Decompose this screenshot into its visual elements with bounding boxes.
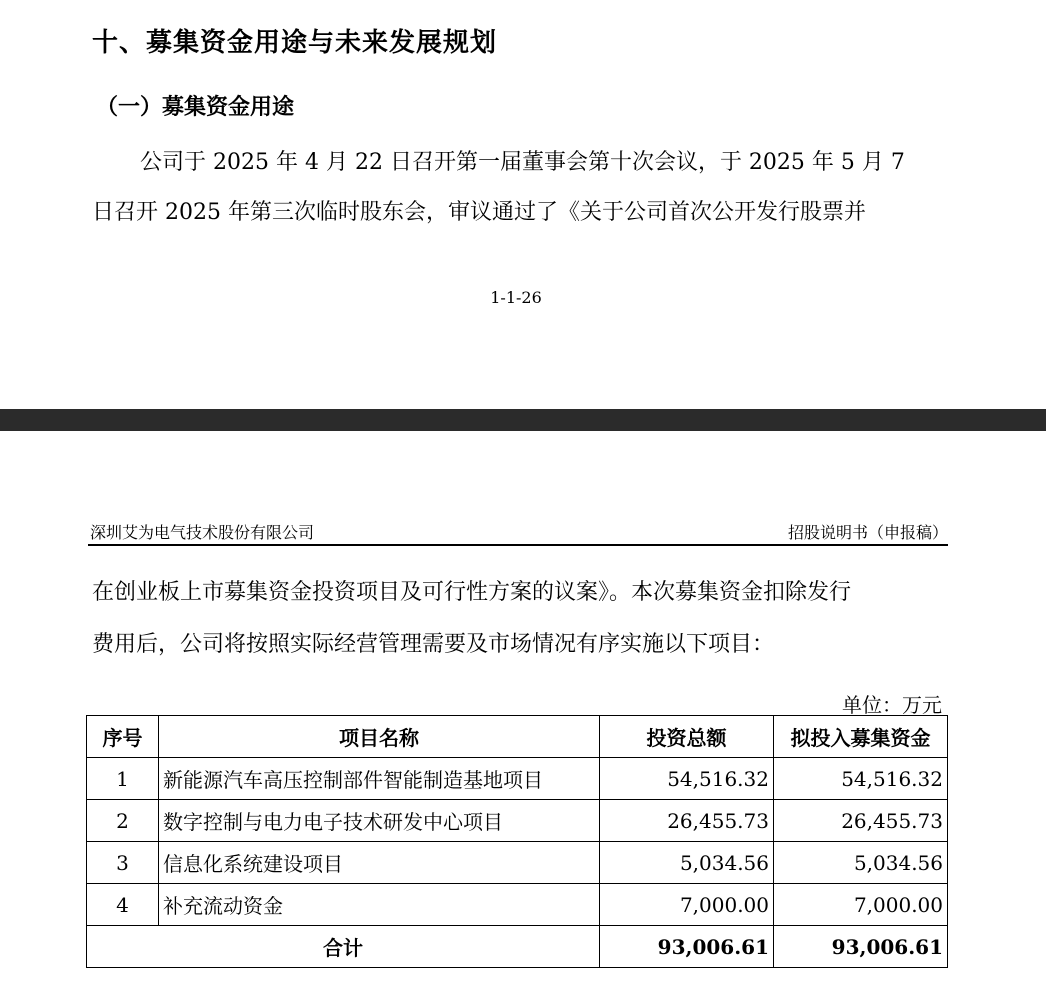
col-header-total: 投资总额: [600, 716, 774, 758]
page-number: 1-1-26: [490, 288, 542, 307]
cell-index: 3: [87, 842, 159, 884]
cell-name: 补充流动资金: [159, 884, 600, 926]
paragraph-line: 公司于 2025 年 4 月 22 日召开第一届董事会第十次会议，于 2025 年 5 月 7: [140, 150, 905, 175]
header-doc-type: 招股说明书（申报稿）: [787, 523, 948, 542]
header-company: 深圳艾为电气技术股份有限公司: [90, 523, 315, 542]
cell-raised: 26,455.73: [774, 800, 948, 842]
table-row: [87, 842, 948, 884]
table-header-row: [87, 716, 948, 758]
table-total-row: [87, 926, 948, 968]
paragraph-line: 费用后，公司将按照实际经营管理需要及市场情况有序实施以下项目：: [92, 632, 775, 657]
col-header-name: 项目名称: [159, 716, 600, 758]
table-row: [87, 800, 948, 842]
cell-total: 54,516.32: [600, 758, 774, 800]
table-row: [87, 884, 948, 926]
paragraph-line: 在创业板上市募集资金投资项目及可行性方案的议案》。本次募集资金扣除发行: [92, 580, 852, 605]
cell-name: 新能源汽车高压控制部件智能制造基地项目: [159, 758, 600, 800]
cell-total: 26,455.73: [600, 800, 774, 842]
cell-name: 信息化系统建设项目: [159, 842, 600, 884]
cell-raised: 7,000.00: [774, 884, 948, 926]
cell-total-label: 合计: [87, 926, 600, 968]
cell-index: 4: [87, 884, 159, 926]
cell-total: 7,000.00: [600, 884, 774, 926]
col-header-raised: 拟投入募集资金: [774, 716, 948, 758]
cell-index: 1: [87, 758, 159, 800]
cell-index: 2: [87, 800, 159, 842]
subsection-title: （一）募集资金用途: [96, 95, 295, 120]
col-header-index: 序号: [87, 716, 159, 758]
cell-total-sum: 93,006.61: [600, 926, 774, 968]
header-rule: [88, 544, 948, 546]
table-row: [87, 758, 948, 800]
cell-raised-sum: 93,006.61: [774, 926, 948, 968]
unit-label: 单位：万元: [842, 693, 942, 717]
page-divider: [0, 409, 1046, 431]
cell-raised: 54,516.32: [774, 758, 948, 800]
fund-usage-table: [86, 715, 948, 968]
cell-raised: 5,034.56: [774, 842, 948, 884]
section-title: 十、募集资金用途与未来发展规划: [92, 28, 498, 58]
cell-total: 5,034.56: [600, 842, 774, 884]
paragraph-line: 日召开 2025 年第三次临时股东会，审议通过了《关于公司首次公开发行股票并: [92, 200, 866, 225]
cell-name: 数字控制与电力电子技术研发中心项目: [159, 800, 600, 842]
